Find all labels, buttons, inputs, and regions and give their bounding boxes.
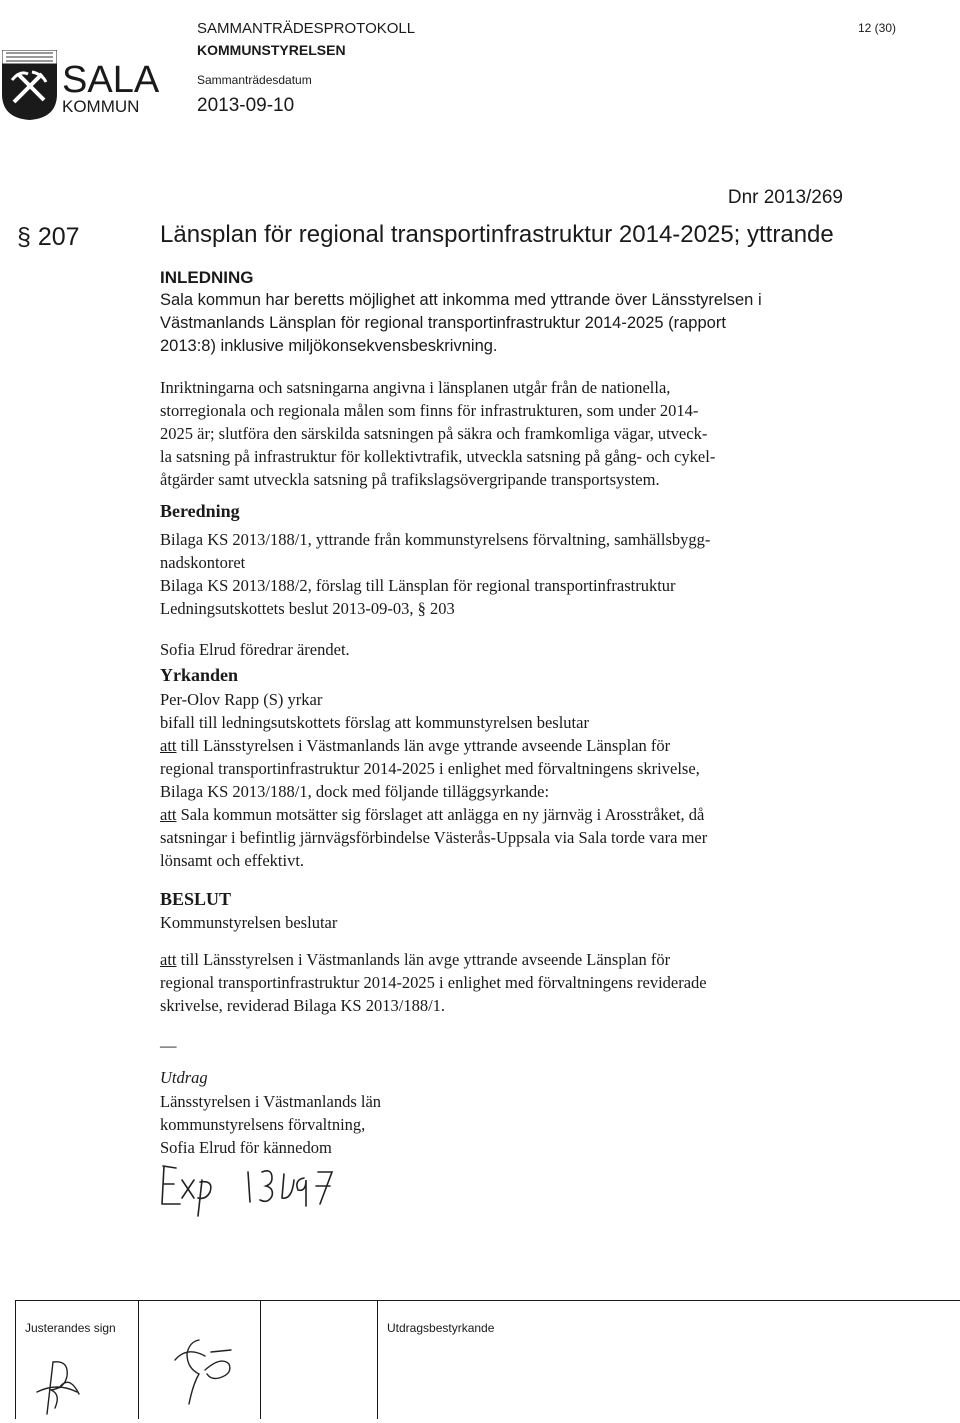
beredning-presenter: Sofia Elrud föredrar ärendet. — [160, 640, 350, 659]
text-line: 2013:8) inklusive miljökonsekvensbeskrivning. — [160, 337, 498, 355]
justerandes-sign-label: Justerandes sign — [25, 1321, 116, 1335]
text-line: regional transportinfrastruktur 2014-2025 i enlighet med förvaltningens skrivelse, — [160, 759, 700, 778]
text-line: storregionala och regionala målen som finns för infrastrukturen, som under 2014- — [160, 401, 699, 420]
page-number: 12 (30) — [857, 21, 896, 35]
municipality-logo-emblem — [2, 50, 57, 120]
text-line — [160, 734, 860, 757]
beslut-text — [160, 948, 860, 1017]
utdragsbestyrkande-label: Utdragsbestyrkande — [387, 1321, 495, 1335]
text-line: Länsstyrelsen i Västmanlands län — [160, 1092, 382, 1111]
case-number: Dnr 2013/269 — [727, 187, 843, 208]
separator-dash: — — [160, 1036, 177, 1055]
issuing-body: KOMMUNSTYRELSEN — [197, 42, 346, 58]
page-title: Länsplan för regional transportinfrastruktur 2014-2025; yttrande — [160, 221, 834, 248]
inledning-heading: INLEDNING — [160, 268, 254, 287]
text-line: skrivelse, reviderad Bilaga KS 2013/188/1. — [160, 996, 446, 1015]
meeting-date: 2013-09-10 — [197, 95, 295, 116]
text-segment: Sala kommun motsätter sig förslaget att anlägga en ny järnväg i Arosstråket, då — [176, 805, 705, 824]
att-keyword: att — [160, 950, 177, 969]
municipality-logo-text — [62, 59, 160, 116]
att-keyword: att — [160, 805, 177, 824]
text-line: Ledningsutskottets beslut 2013-09-03, § 203 — [160, 599, 455, 618]
text-line: satsningar i befintlig järnvägsförbindelse Västerås-Uppsala via Sala torde vara mer — [160, 828, 708, 847]
text-line: nadskontoret — [160, 553, 246, 572]
utdrag-heading: Utdrag — [160, 1068, 208, 1087]
signature-1 — [29, 1358, 89, 1423]
text-line: Västmanlands Länsplan för regional transportinfrastruktur 2014-2025 (rapport — [160, 314, 726, 332]
att-keyword: att — [160, 736, 177, 755]
logo-name: SALA — [62, 59, 160, 101]
text-line: Bilaga KS 2013/188/2, förslag till Länsplan för regional transportinfrastruktur — [160, 576, 676, 595]
text-line: lönsamt och effektivt. — [160, 851, 305, 870]
inledning-paragraph-1 — [160, 289, 860, 358]
text-line: kommunstyrelsens förvaltning, — [160, 1115, 366, 1134]
text-segment: till Länsstyrelsen i Västmanlands län avge yttrande avseende Länsplan för — [176, 950, 671, 969]
yrkanden-heading: Yrkanden — [160, 665, 239, 685]
handwritten-expedition-note — [158, 1158, 358, 1223]
document-type: SAMMANTRÄDESPROTOKOLL — [197, 20, 416, 37]
inledning-paragraph-2 — [160, 376, 860, 491]
text-line: Per-Olov Rapp (S) yrkar — [160, 690, 323, 709]
yrkanden-text — [160, 688, 860, 872]
text-segment: till Länsstyrelsen i Västmanlands län avge yttrande avseende Länsplan för — [176, 736, 671, 755]
beslut-intro: Kommunstyrelsen beslutar — [160, 913, 338, 932]
beredning-list — [160, 528, 860, 620]
text-line: åtgärder samt utveckla satsning på trafikslagsövergripande transportsystem. — [160, 470, 660, 489]
signature-table — [15, 1300, 960, 1419]
text-line — [160, 948, 860, 971]
text-line: regional transportinfrastruktur 2014-2025 i enlighet med förvaltningens reviderade — [160, 973, 707, 992]
text-line: Sala kommun har beretts möjlighet att inkomma med yttrande över Länsstyrelsen i — [160, 291, 762, 309]
text-line: Bilaga KS 2013/188/1, yttrande från kommunstyrelsens förvaltning, samhällsbygg- — [160, 530, 711, 549]
signature-2 — [165, 1330, 245, 1415]
beslut-heading: BESLUT — [160, 889, 232, 909]
text-line: bifall till ledningsutskottets förslag att kommunstyrelsen beslutar — [160, 713, 589, 732]
text-line — [160, 803, 860, 826]
beredning-heading: Beredning — [160, 501, 240, 521]
text-line: Sofia Elrud för kännedom — [160, 1138, 332, 1157]
paragraph-number: § 207 — [17, 223, 80, 251]
text-line: Inriktningarna och satsningarna angivna i länsplanen utgår från de nationella, — [160, 378, 671, 397]
logo-sub: KOMMUN — [62, 97, 140, 116]
utdrag-recipients — [160, 1090, 860, 1159]
text-line: 2025 är; slutföra den särskilda satsningen på säkra och framkomliga vägar, utveck- — [160, 424, 708, 443]
text-line: la satsning på infrastruktur för kollektivtrafik, utveckla satsning på gång- och cykel- — [160, 447, 716, 466]
text-line: Bilaga KS 2013/188/1, dock med följande tilläggsyrkande: — [160, 782, 550, 801]
meeting-date-label: Sammanträdesdatum — [197, 73, 312, 87]
